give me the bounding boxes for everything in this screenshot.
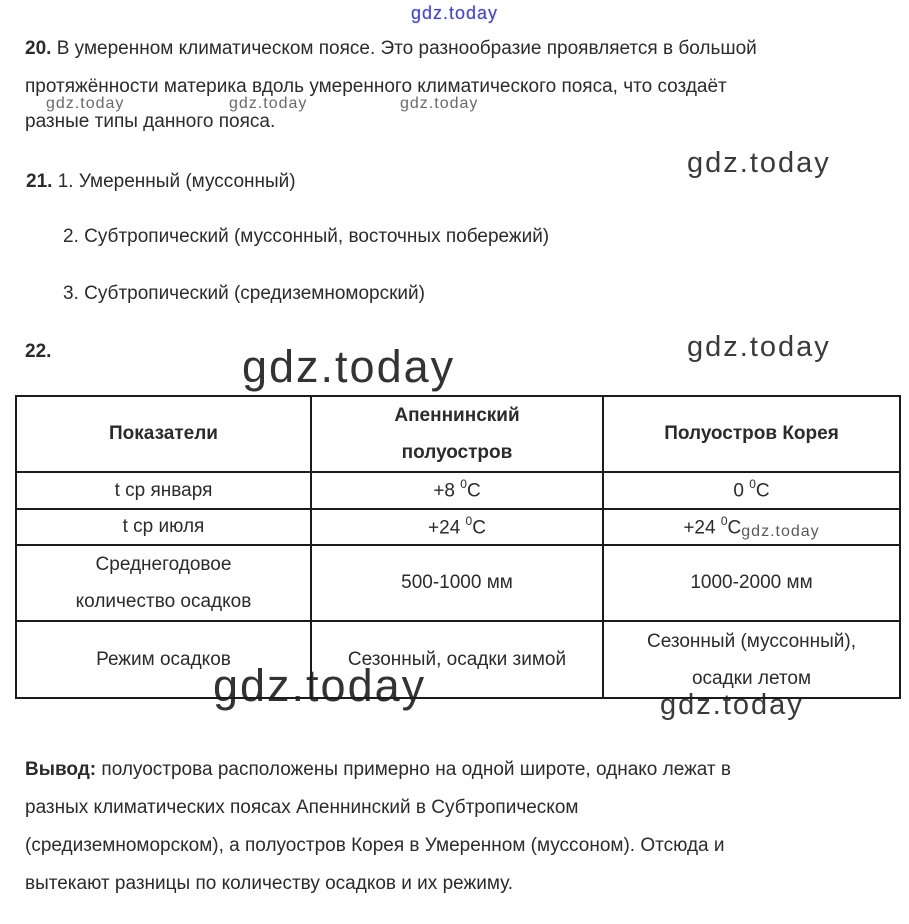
conclusion-line1: Вывод: полуострова расположены примерно на одной широте, однако лежат в <box>25 759 732 780</box>
item22-number: 22. <box>25 341 52 362</box>
item21-number: 21. <box>26 171 53 192</box>
item21-line1 <box>26 171 296 193</box>
table-row-precipitation-regime <box>16 621 900 698</box>
item21-line2 <box>63 226 549 248</box>
conclusion-line4: вытекают разницы по количеству осадков и их режиму. <box>25 873 513 894</box>
item20-line3-text: разные типы данного пояса. <box>25 111 276 132</box>
cell-regime-label: Режим осадков <box>16 621 311 698</box>
watermark-gdz-right-2: gdz.today <box>687 331 831 363</box>
watermark-gdz-small-1: gdz.today <box>46 95 125 112</box>
watermark-gdz-bottom-big: gdz.today <box>213 660 427 711</box>
table-row-july <box>16 509 900 545</box>
item20-line1 <box>25 38 757 60</box>
watermark-gdz-small-3: gdz.today <box>400 95 479 112</box>
item20-line3 <box>25 111 275 133</box>
watermark-gdz-right-1: gdz.today <box>687 147 831 179</box>
cell-precip-korea: 1000-2000 мм <box>603 545 900 621</box>
table-row-precipitation-amount <box>16 545 900 621</box>
cell-regime-apennine: Сезонный, осадки зимой <box>311 621 603 698</box>
comparison-table <box>15 395 901 699</box>
watermark-gdz-center-big: gdz.today <box>242 341 456 392</box>
watermark-gdz-top-blue: gdz.today <box>411 3 499 23</box>
cell-january-apennine: +8 $^0$C <box>311 472 603 509</box>
cell-precip-apennine: 500-1000 мм <box>311 545 603 621</box>
table-header-row <box>16 396 900 472</box>
header-apennine-line2: полуостров <box>401 442 513 463</box>
item20-line1-text: В умеренном климатическом поясе. Это разнообразие проявляется в большой <box>56 38 757 59</box>
watermark-gdz-small-2: gdz.today <box>229 95 308 112</box>
item21-line3 <box>63 283 425 305</box>
conclusion-line2: разных климатических поясах Апеннинский в Субтропическом <box>25 797 579 818</box>
header-indicators: Показатели <box>16 396 311 472</box>
watermark-gdz-bottom-right: gdz.today <box>660 689 804 721</box>
header-apennine-line1: Апеннинский <box>394 405 520 426</box>
cell-january-korea: 0 $^0$C <box>603 472 900 509</box>
item21-line3-text: 3. Субтропический (средиземноморский) <box>63 283 425 304</box>
header-apennine <box>311 396 603 472</box>
watermark-gdz-in-cell: gdz.today <box>741 523 820 541</box>
cell-july-korea: +24 $^0$Cgdz.today <box>603 509 900 545</box>
header-korea: Полуостров Корея <box>603 396 900 472</box>
cell-precip-label: Среднегодовое количество осадков <box>16 545 311 621</box>
cell-january-label: t ср января <box>16 472 311 509</box>
item20-number: 20. <box>25 38 52 59</box>
item21-line1-text: 1. Умеренный (муссонный) <box>57 171 296 192</box>
conclusion-line3: (средиземноморском), а полуостров Корея в Умеренном (муссоном). Отсюда и <box>25 835 725 856</box>
cell-july-label: t ср июля <box>16 509 311 545</box>
cell-regime-korea: Сезонный (муссонный), осадки летом <box>603 621 900 698</box>
table-row-january <box>16 472 900 509</box>
item20-line2-text: протяжённости материка вдоль умеренного климатического пояса, что создаёт <box>25 76 727 97</box>
item21-line2-text: 2. Субтропический (муссонный, восточных побережий) <box>63 226 550 247</box>
item20-line2 <box>25 76 727 98</box>
cell-july-apennine: +24 $^0$C <box>311 509 603 545</box>
conclusion-label: Вывод: <box>25 759 97 780</box>
